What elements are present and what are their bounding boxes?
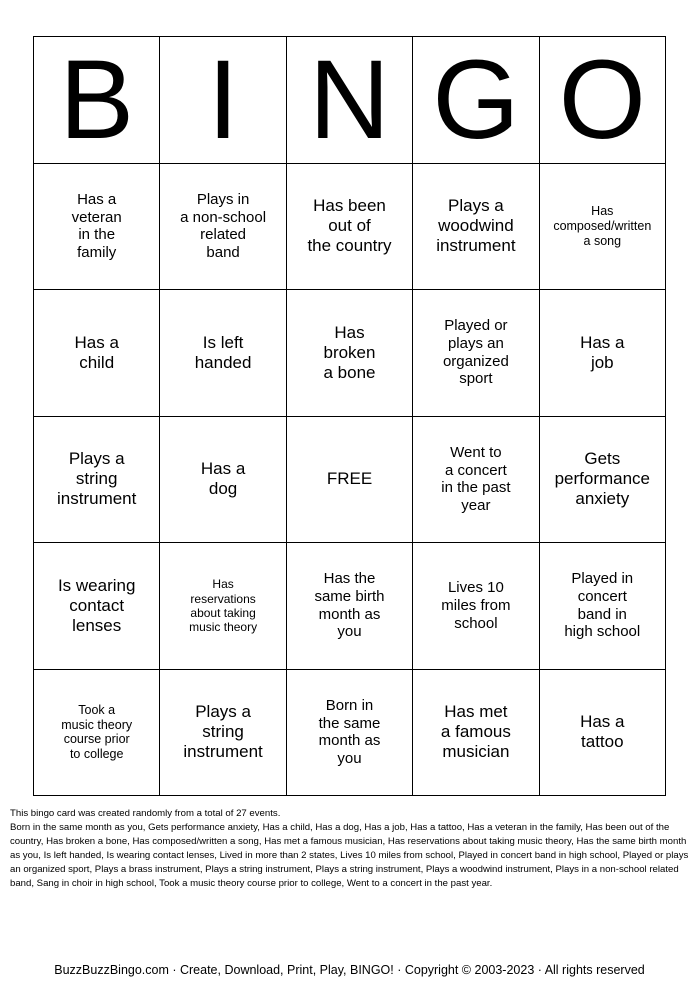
event-list-text: Born in the same month as you, Gets performance anxiety, Has a child, Has a dog, Has a job, Has a tattoo, Has a veteran in the family, Has been out of the country, Has broken a bone, Has composed/written a song, Has met a famous musician, Has reservations about taking music theory, Has the same birth month as you, Is left handed, Is wearing contact lenses, Lived in more than 2 states, Lives 10 miles from school, Played in concert band in high school, Played or plays an organized sport, Plays a brass instrument, Plays a string instrument, Plays a string instrument, Plays a woodwind instrument, Plays in a non-school related band, Sang in choir in high school, Took a music theory course prior to college, Went to a concert in the past year. xyxy=(10,822,689,889)
header-letter-i: I xyxy=(160,37,286,164)
bingo-cell-text: Has been out of the country xyxy=(307,196,392,256)
bingo-cell-text: Went to a concert in the past year xyxy=(441,443,511,514)
bingo-cell xyxy=(540,290,666,417)
bingo-cell xyxy=(287,290,413,417)
header-letter-b: B xyxy=(34,37,160,164)
bingo-cell xyxy=(413,417,539,544)
bingo-cell-text: Has reservations about taking music theory xyxy=(189,577,258,634)
site-credit: BuzzBuzzBingo.com · Create, Download, Print, Play, BINGO! · Copyright © 2003-2023 · All rights reserved xyxy=(54,963,645,977)
bingo-cell-text: Has a job xyxy=(580,332,625,372)
bingo-cell xyxy=(34,417,160,544)
bingo-cell xyxy=(540,543,666,670)
header-letter-n: N xyxy=(287,37,413,164)
bingo-cell-text: Has met a famous musician xyxy=(440,702,511,762)
bingo-cell-text: Has composed/written a song xyxy=(553,204,652,248)
bingo-cell xyxy=(413,670,539,797)
bingo-cell-text: Plays in a non-school related band xyxy=(180,190,267,261)
bingo-cell-text: Has a tattoo xyxy=(580,712,625,752)
header-letter-g: G xyxy=(413,37,539,164)
bingo-cell xyxy=(287,543,413,670)
bingo-cell xyxy=(34,290,160,417)
bingo-cell xyxy=(160,543,286,670)
bingo-cell xyxy=(413,290,539,417)
bingo-cell xyxy=(540,670,666,797)
bingo-cell-text: Has broken a bone xyxy=(323,322,376,382)
bingo-cell xyxy=(287,417,413,544)
bingo-cell-text: Is left handed xyxy=(194,332,252,372)
bingo-cell xyxy=(287,670,413,797)
bingo-cell-text: Is wearing contact lenses xyxy=(57,575,136,635)
bingo-cell-text: Played in concert band in high school xyxy=(564,570,641,641)
bingo-cell-text: FREE xyxy=(326,469,373,489)
bingo-cell xyxy=(413,543,539,670)
bingo-cell xyxy=(160,290,286,417)
bingo-cell-text: Has a child xyxy=(74,332,119,372)
bingo-cell xyxy=(160,164,286,291)
bingo-cell xyxy=(34,164,160,291)
bingo-card xyxy=(33,36,666,796)
bingo-cell-text: Took a music theory course prior to college xyxy=(61,702,133,761)
bingo-cell xyxy=(540,164,666,291)
bingo-cell-text: Gets performance anxiety xyxy=(554,449,651,509)
bingo-cell xyxy=(413,164,539,291)
bingo-cell xyxy=(287,164,413,291)
bingo-cell xyxy=(540,417,666,544)
bingo-cell xyxy=(160,417,286,544)
header-letter-o: O xyxy=(540,37,666,164)
bingo-cell-text: Played or plays an organized sport xyxy=(442,317,509,388)
bingo-cell xyxy=(34,670,160,797)
bingo-cell-text: Has a dog xyxy=(200,459,246,499)
bingo-cell-text: Lives 10 miles from school xyxy=(441,579,511,632)
bingo-cell-text: Plays a woodwind instrument xyxy=(436,196,516,256)
bingo-cell-text: Plays a string instrument xyxy=(57,449,137,509)
bingo-cell xyxy=(34,543,160,670)
bingo-cell-text: Has the same birth month as you xyxy=(314,570,385,641)
bingo-cell-text: Plays a string instrument xyxy=(183,702,263,762)
bingo-cell-text: Has a veteran in the family xyxy=(71,190,122,261)
bingo-cell-text: Born in the same month as you xyxy=(318,696,381,767)
card-info-text: This bingo card was created randomly from a total of 27 events. xyxy=(10,808,281,819)
bingo-cell xyxy=(160,670,286,797)
